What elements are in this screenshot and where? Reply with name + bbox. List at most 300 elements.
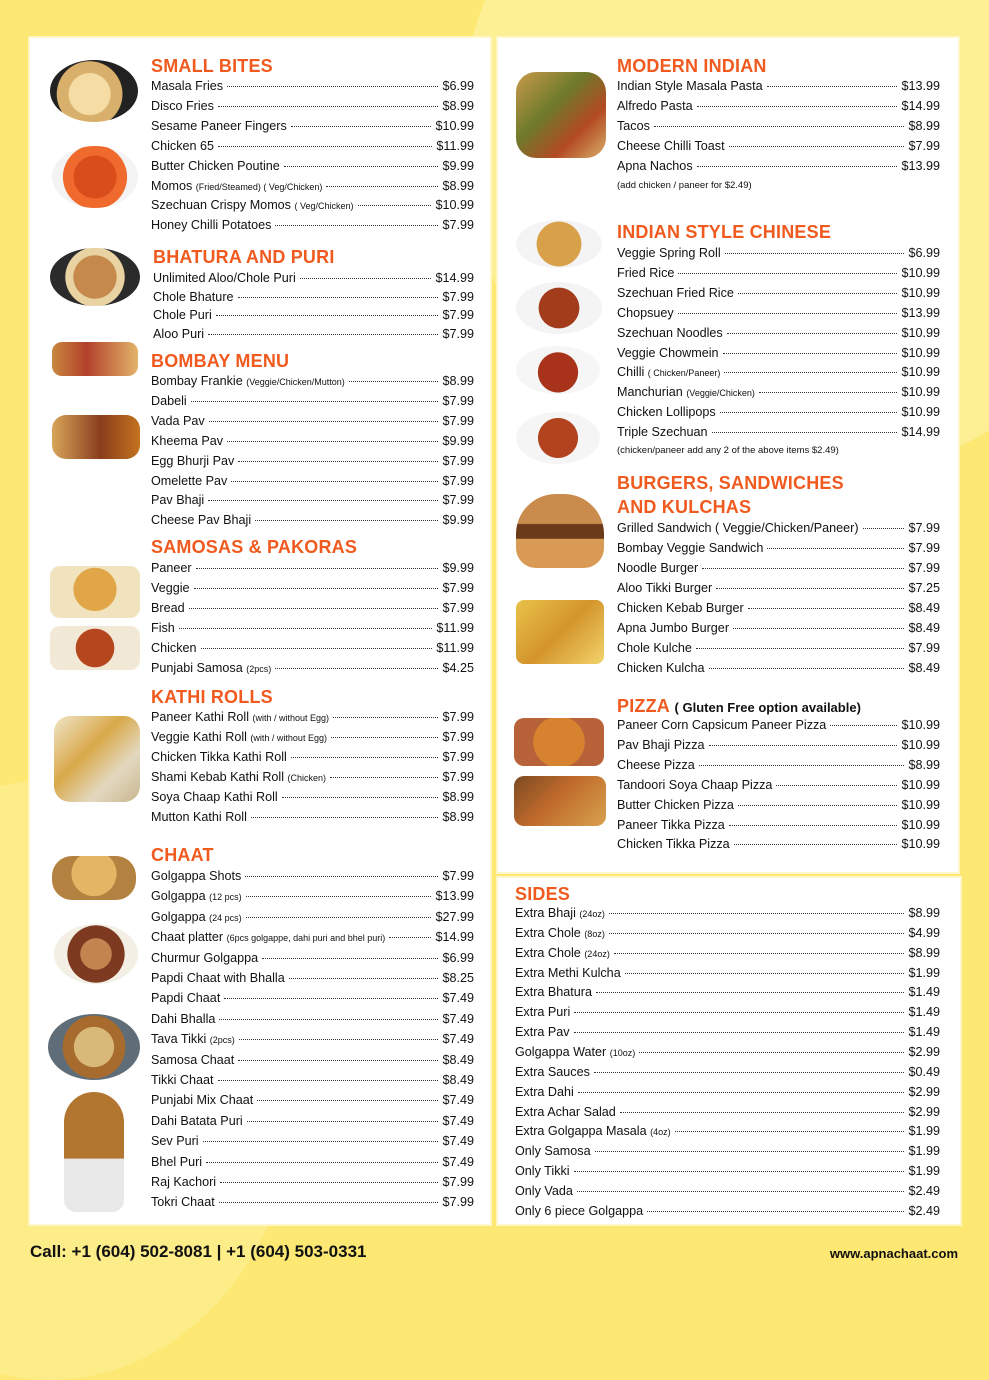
menu-item-label: Chole Bhature <box>153 289 234 304</box>
menu-item-name <box>151 810 247 824</box>
menu-item <box>151 790 474 806</box>
dot-leader <box>389 937 431 938</box>
menu-item-price: $8.49 <box>908 600 940 615</box>
dot-leader <box>330 777 438 778</box>
menu-item-name <box>151 1134 199 1148</box>
menu-item-price: $4.99 <box>908 925 940 940</box>
menu-item <box>151 1093 474 1109</box>
menu-item-note: ( Chicken/Paneer) <box>647 368 721 379</box>
menu-item-price: $8.99 <box>908 906 940 920</box>
menu-item-label: Extra Puri <box>515 1005 571 1020</box>
menu-item-name <box>151 493 204 507</box>
menu-item-price: $8.99 <box>908 757 940 772</box>
chicken-65-image <box>52 146 138 208</box>
kathi-roll-image <box>54 716 140 802</box>
menu-item-name <box>617 405 716 419</box>
burger-image <box>516 494 604 568</box>
menu-item <box>151 991 474 1007</box>
menu-item-name <box>617 837 730 851</box>
menu-item <box>617 286 940 302</box>
menu-item-name <box>151 159 280 173</box>
menu-item-price: $8.99 <box>442 178 474 193</box>
menu-item-label: Chicken Lollipops <box>617 405 716 420</box>
menu-item-note: (12 pcs) <box>209 892 242 903</box>
dot-leader <box>291 757 439 758</box>
pav-bhaji-image <box>52 342 138 376</box>
dot-leader <box>738 293 898 294</box>
menu-item <box>617 581 940 597</box>
menu-item-note: ( Veg/Chicken) <box>294 201 354 212</box>
menu-item <box>151 414 474 430</box>
menu-item-name <box>151 1093 253 1107</box>
menu-item-name <box>617 661 705 675</box>
dot-leader <box>189 608 439 609</box>
golgappa-image <box>52 856 136 900</box>
menu-item <box>151 621 474 637</box>
menu-item-label: Chicken <box>151 640 197 655</box>
menu-item-name <box>153 271 296 285</box>
menu-item <box>151 434 474 450</box>
menu-item-price: $10.99 <box>901 365 940 380</box>
menu-item-price: $8.25 <box>442 971 474 985</box>
menu-item-note: (4oz) <box>650 1127 671 1138</box>
dot-leader <box>776 785 897 786</box>
pizza-image <box>514 718 604 766</box>
menu-item-price: $1.99 <box>908 1144 940 1159</box>
menu-item-price: $1.99 <box>908 1164 940 1179</box>
menu-item <box>151 198 474 214</box>
dot-leader <box>594 1072 905 1073</box>
menu-item-note: (Chicken) <box>287 772 327 783</box>
menu-item-price: $7.99 <box>442 600 474 615</box>
menu-item-price: $8.99 <box>442 789 474 804</box>
menu-item-price: $6.99 <box>442 950 474 965</box>
menu-item <box>151 710 474 726</box>
menu-item <box>515 1025 940 1041</box>
dot-leader <box>720 412 898 413</box>
menu-item-name <box>151 1114 243 1128</box>
menu-item-label: Szechuan Noodles <box>617 325 723 340</box>
phone-numbers[interactable]: Call: +1 (604) 502-8081 | +1 (604) 503-0331 <box>30 1242 367 1261</box>
menu-item-label: Tokri Chaat <box>151 1195 215 1210</box>
dot-leader <box>724 372 897 373</box>
menu-item <box>617 266 940 282</box>
menu-item-price: $7.99 <box>442 710 474 724</box>
pizza-board-image <box>514 776 606 826</box>
menu-item-name <box>151 434 223 448</box>
menu-item-price: $7.99 <box>442 473 474 488</box>
dot-leader <box>196 568 439 569</box>
menu-item-price: $7.99 <box>908 521 940 535</box>
menu-item-name <box>151 889 242 903</box>
menu-item-name <box>617 79 763 93</box>
menu-item-label: Bombay Veggie Sandwich <box>617 540 764 555</box>
dot-leader <box>697 106 898 107</box>
burgers-title-line2: AND KULCHAS <box>617 497 752 517</box>
dot-leader <box>709 668 905 669</box>
menu-item-price: $7.99 <box>442 769 474 784</box>
dot-leader <box>614 953 905 954</box>
menu-item-name <box>151 414 205 428</box>
menu-item-name <box>151 79 223 93</box>
menu-item-price: $10.99 <box>901 325 940 340</box>
menu-item-name <box>617 385 755 399</box>
menu-item <box>617 798 940 814</box>
menu-item <box>515 1144 940 1160</box>
chaat-platter-image <box>54 924 138 984</box>
menu-item <box>151 930 474 946</box>
menu-item-price: $13.99 <box>901 305 940 320</box>
menu-item-note: (24oz) <box>579 909 605 919</box>
dot-leader <box>830 725 897 726</box>
dot-leader <box>729 146 905 147</box>
menu-item-name <box>515 1144 591 1158</box>
menu-item-note: (Fried/Steamed) ( Veg/Chicken) <box>195 181 323 192</box>
menu-item-name <box>153 290 234 304</box>
menu-item-price: $6.99 <box>908 246 940 260</box>
menu-item <box>515 1065 940 1081</box>
samosas-title: SAMOSAS & PAKORAS <box>151 537 358 557</box>
menu-item <box>151 661 474 677</box>
dot-leader <box>697 166 898 167</box>
menu-item-price: $7.49 <box>442 1134 474 1149</box>
menu-item <box>153 290 474 306</box>
menu-item-label: Mutton Kathi Roll <box>151 809 247 824</box>
menu-item-label: Chole Kulche <box>617 640 692 655</box>
dot-leader <box>251 817 439 818</box>
menu-item <box>151 454 474 470</box>
menu-item-price: $2.99 <box>908 1084 940 1099</box>
menu-item <box>151 119 474 135</box>
dot-leader <box>696 648 905 649</box>
menu-item <box>617 139 940 155</box>
menu-item-name <box>151 513 251 527</box>
dot-leader <box>218 146 432 147</box>
bhatura-title: BHATURA AND PURI <box>153 247 335 267</box>
menu-item-label: Tandoori Soya Chaap Pizza <box>617 777 773 792</box>
dot-leader <box>289 978 439 979</box>
dot-leader <box>257 1100 438 1101</box>
menu-item <box>153 308 474 324</box>
menu-item-name <box>151 474 227 488</box>
menu-item-label: Extra Achar Salad <box>515 1104 616 1119</box>
menu-item-label: Extra Dahi <box>515 1084 574 1099</box>
menu-item <box>151 374 474 390</box>
menu-item-label: Veggie Kathi Roll <box>151 729 247 744</box>
menu-item <box>515 1184 940 1200</box>
menu-item-price: $7.99 <box>442 289 474 304</box>
menu-item-name <box>151 1032 235 1046</box>
menu-item-label: Chopsuey <box>617 305 674 320</box>
menu-item-label: Masala Fries <box>151 79 224 93</box>
menu-item-name <box>151 991 220 1005</box>
menu-item-price: $13.99 <box>901 158 940 173</box>
dot-leader <box>227 86 438 87</box>
dot-leader <box>208 334 438 335</box>
menu-item <box>515 1045 940 1061</box>
menu-item <box>617 641 940 657</box>
menu-item-price: $2.99 <box>908 1044 940 1059</box>
menu-item-name <box>617 346 719 360</box>
menu-item-price: $7.99 <box>442 749 474 764</box>
dot-leader <box>639 1052 904 1053</box>
menu-item-label: Honey Chilli Potatoes <box>151 218 272 233</box>
menu-item-label: Manchurian <box>617 385 683 400</box>
dot-leader <box>291 126 432 127</box>
menu-item-price: $1.49 <box>908 985 940 1000</box>
menu-item-price: $10.99 <box>901 837 940 852</box>
bhel-puri-glass-image <box>64 1092 124 1212</box>
menu-item-name <box>151 454 234 468</box>
menu-item-label: Extra Methi Kulcha <box>515 965 621 980</box>
dot-leader <box>767 86 898 87</box>
menu-item-label: Bread <box>151 600 185 615</box>
menu-item-label: Only Samosa <box>515 1144 591 1159</box>
menu-item <box>515 946 940 962</box>
dot-leader <box>716 588 904 589</box>
dot-leader <box>282 797 439 798</box>
dot-leader <box>625 973 905 974</box>
dot-leader <box>219 1202 439 1203</box>
menu-item <box>617 818 940 834</box>
menu-item-price: $10.99 <box>435 118 474 133</box>
menu-item <box>515 1204 940 1220</box>
menu-item-label: Samosa Chaat <box>151 1052 235 1067</box>
menu-item <box>515 1085 940 1101</box>
menu-item-label: Indian Style Masala Pasta <box>617 79 763 93</box>
menu-item-price: $6.99 <box>442 79 474 93</box>
menu-item-name <box>151 910 242 924</box>
menu-item-note: (Veggie/Chicken/Mutton) <box>246 377 345 387</box>
menu-item-price: $9.99 <box>442 158 474 173</box>
menu-item <box>151 1032 474 1048</box>
pizza-title-text: PIZZA <box>617 696 670 716</box>
menu-item <box>151 869 474 885</box>
menu-item-name <box>515 1085 574 1099</box>
menu-item-price: $10.99 <box>901 817 940 832</box>
menu-item <box>151 1073 474 1089</box>
menu-item-price: $11.99 <box>436 138 474 153</box>
pakora-image <box>50 626 140 670</box>
menu-item <box>515 906 940 922</box>
menu-item-name <box>617 425 708 439</box>
menu-item-price: $8.99 <box>442 98 474 113</box>
menu-item <box>151 730 474 746</box>
menu-item-label: Chicken 65 <box>151 138 215 153</box>
menu-item-name <box>515 1105 616 1119</box>
menu-item-note: (2pcs) <box>246 663 272 674</box>
menu-item-note: (8oz) <box>584 928 605 939</box>
menu-item-label: Disco Fries <box>151 98 214 113</box>
menu-item <box>153 327 474 343</box>
menu-item-label: Tava Tikki <box>151 1032 207 1047</box>
menu-item <box>515 1005 940 1021</box>
menu-item-label: Triple Szechuan <box>617 425 708 440</box>
website-link[interactable]: www.apnachaat.com <box>829 1246 958 1261</box>
menu-item <box>617 561 940 577</box>
menu-item <box>617 541 940 557</box>
menu-item-label: Cheese Pizza <box>617 757 695 772</box>
menu-item <box>151 218 474 234</box>
menu-item-price: $7.99 <box>442 327 474 342</box>
dot-leader <box>734 844 898 845</box>
menu-item-price: $8.49 <box>908 620 940 635</box>
menu-item-price: $7.99 <box>442 218 474 233</box>
modern-note: (add chicken / paneer for $2.49) <box>617 180 752 191</box>
menu-item-price: $11.99 <box>436 640 474 655</box>
dot-leader <box>723 353 898 354</box>
menu-item-price: $8.99 <box>442 374 474 388</box>
dot-leader <box>218 1080 439 1081</box>
menu-item <box>515 1164 940 1180</box>
menu-item <box>617 99 940 115</box>
menu-item <box>151 493 474 509</box>
menu-item-price: $7.99 <box>442 308 474 323</box>
dot-leader <box>238 297 439 298</box>
grilled-sandwich-image <box>516 600 604 664</box>
menu-item-name <box>617 119 650 133</box>
menu-item <box>151 1195 474 1211</box>
menu-item-label: Chicken Kulcha <box>617 660 705 675</box>
dot-leader <box>220 1182 438 1183</box>
menu-item-label: Golgappa <box>151 889 206 904</box>
menu-item-label: Extra Sauces <box>515 1064 590 1079</box>
noodles-image <box>516 220 602 268</box>
menu-item <box>617 159 940 175</box>
menu-item-name <box>515 966 621 980</box>
chinese-note: (chicken/paneer add any 2 of the above items $2.49) <box>617 445 839 456</box>
menu-item-price: $7.99 <box>908 640 940 655</box>
menu-item <box>617 385 940 401</box>
dot-leader <box>767 548 904 549</box>
lollipops-image <box>516 346 600 394</box>
menu-item-label: Raj Kachori <box>151 1175 217 1189</box>
menu-item <box>617 738 940 754</box>
dot-leader <box>326 186 438 187</box>
menu-item <box>151 750 474 766</box>
menu-item-name <box>617 286 734 300</box>
menu-item-label: Extra Chole <box>515 925 581 940</box>
menu-item-price: $7.99 <box>442 393 474 408</box>
menu-item-name <box>151 179 322 193</box>
dot-leader <box>194 588 439 589</box>
dot-leader <box>574 1012 904 1013</box>
menu-item-label: Punjabi Mix Chaat <box>151 1093 254 1108</box>
dot-leader <box>577 1191 905 1192</box>
menu-item-name <box>515 1164 570 1178</box>
menu-item-name <box>617 758 695 772</box>
dot-leader <box>201 648 433 649</box>
dot-leader <box>284 166 439 167</box>
menu-item-name <box>151 1175 216 1189</box>
dot-leader <box>331 737 439 738</box>
menu-item-label: Szechuan Fried Rice <box>617 285 734 300</box>
dot-leader <box>620 1112 905 1113</box>
dot-leader <box>574 1171 905 1172</box>
menu-item-price: $10.99 <box>901 405 940 420</box>
dot-leader <box>675 1131 905 1132</box>
menu-item-note: (Veggie/Chicken) <box>686 388 755 399</box>
menu-item <box>617 601 940 617</box>
menu-item <box>151 139 474 155</box>
menu-item-label: Veggie <box>151 580 190 595</box>
menu-item-price: $7.99 <box>442 729 474 744</box>
menu-item-note: (2pcs) <box>209 1035 235 1046</box>
dot-leader <box>595 1151 905 1152</box>
menu-item-label: Papdi Chaat <box>151 991 221 1006</box>
menu-item-name <box>515 1005 570 1019</box>
menu-item-label: Bhel Puri <box>151 1154 203 1169</box>
menu-item-name <box>617 818 725 832</box>
menu-item-price: $9.99 <box>442 433 474 448</box>
menu-item-price: $13.99 <box>901 79 940 93</box>
menu-item-label: Grilled Sandwich ( Veggie/Chicken/Paneer) <box>617 521 859 535</box>
menu-item-note: (6pcs golgappe, dahi puri and bhel puri) <box>226 933 386 944</box>
menu-item-label: Szechuan Crispy Momos <box>151 198 291 213</box>
menu-item-label: Churmur Golgappa <box>151 950 259 965</box>
menu-item-price: $7.99 <box>442 580 474 595</box>
menu-item <box>617 346 940 362</box>
menu-item-name <box>515 1204 643 1218</box>
menu-item-price: $7.99 <box>442 453 474 468</box>
menu-item-name <box>617 139 725 153</box>
dot-leader <box>179 628 433 629</box>
menu-item-label: Paneer Tikka Pizza <box>617 817 725 832</box>
menu-item-name <box>151 561 192 575</box>
menu-item-price: $13.99 <box>435 889 474 904</box>
momos-fries-image <box>50 60 138 122</box>
menu-item <box>617 405 940 421</box>
menu-item <box>151 971 474 987</box>
menu-item-name <box>151 139 214 153</box>
menu-item <box>617 326 940 342</box>
menu-item-label: Chicken Tikka Kathi Roll <box>151 749 287 764</box>
vada-pav-image <box>52 415 140 459</box>
menu-item-name <box>617 738 705 752</box>
menu-item-label: Noodle Burger <box>617 560 699 575</box>
tacos-image <box>516 72 606 158</box>
menu-item-label: Veggie Spring Roll <box>617 246 721 260</box>
menu-item <box>617 365 940 381</box>
menu-item-note: (with / without Egg) <box>250 732 327 743</box>
menu-item-label: Apna Jumbo Burger <box>617 620 730 635</box>
menu-item-name <box>617 365 720 379</box>
menu-item-price: $10.99 <box>901 265 940 280</box>
menu-item-name <box>617 718 826 732</box>
dot-leader <box>358 205 432 206</box>
chinese-title: INDIAN STYLE CHINESE <box>617 222 832 242</box>
menu-item-label: Dahi Bhalla <box>151 1011 216 1026</box>
menu-item <box>151 810 474 826</box>
menu-item <box>151 1155 474 1171</box>
menu-item-name <box>515 906 605 920</box>
menu-item-name <box>515 985 592 999</box>
menu-item-price: $7.49 <box>442 1113 474 1128</box>
menu-item-price: $10.99 <box>901 345 940 360</box>
dot-leader <box>738 805 898 806</box>
menu-item-price: $2.49 <box>908 1183 940 1198</box>
menu-item <box>617 621 940 637</box>
menu-item-label: Punjabi Samosa <box>151 660 243 675</box>
menu-item <box>151 910 474 926</box>
menu-item-price: $8.99 <box>442 809 474 824</box>
menu-item-label: Apna Nachos <box>617 158 693 173</box>
menu-item-label: Golgappa Water <box>515 1044 607 1059</box>
menu-item-price: $1.99 <box>908 965 940 980</box>
menu-item-note: (10oz) <box>609 1047 636 1058</box>
menu-item <box>153 271 474 287</box>
dot-leader <box>216 315 439 316</box>
